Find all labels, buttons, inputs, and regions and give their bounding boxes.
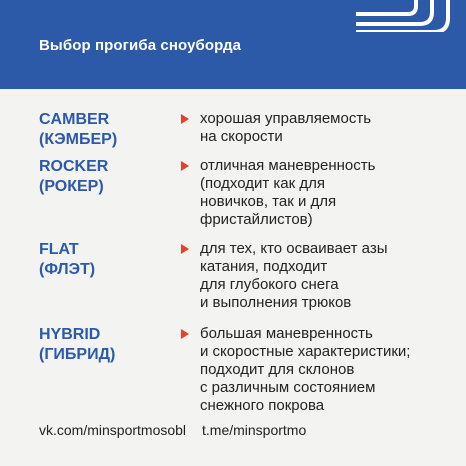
description-hybrid (200, 325, 410, 415)
page-title: Выбор прогиба сноуборда (39, 37, 242, 54)
term-rocker (39, 157, 108, 197)
term-flat (39, 240, 95, 280)
term-translation: (ФЛЭТ) (39, 261, 96, 278)
term-translation: (ГИБРИД) (39, 346, 116, 363)
description-flat (200, 240, 388, 312)
description-rocker (200, 157, 375, 229)
term-translation: (РОКЕР) (39, 178, 104, 195)
description-camber (200, 110, 371, 146)
term-translation: (КЭМБЕР) (39, 131, 118, 148)
triangle-bullet-icon (181, 329, 189, 339)
term-name: FLAT (39, 241, 79, 258)
description-line: катания, подходит (200, 258, 328, 275)
triangle-bullet-icon (181, 244, 189, 254)
description-line: и выполнения трюков (200, 294, 352, 311)
description-line: (подходит как для (200, 175, 325, 192)
description-line: для глубокого снега (200, 276, 339, 293)
description-line: снежного покрова (200, 397, 325, 414)
description-line: фристайлистов) (200, 211, 313, 228)
description-line: и скоростные характеристики; (200, 343, 411, 360)
description-line: подходит для склонов (200, 361, 355, 378)
description-line: большая маневренность (200, 325, 373, 342)
term-name: CAMBER (39, 111, 110, 128)
term-name: HYBRID (39, 326, 101, 343)
decorative-stripes-icon (356, 0, 466, 32)
description-line: отличная маневренность (200, 157, 376, 174)
description-line: с различным состоянием (200, 379, 376, 396)
footer-telegram-link[interactable]: t.me/minsportmo (202, 422, 307, 438)
header-banner (0, 0, 466, 89)
description-line: хорошая управляемость (200, 110, 372, 127)
triangle-bullet-icon (181, 161, 189, 171)
description-line: новичков, так и для (200, 193, 337, 210)
triangle-bullet-icon (181, 114, 189, 124)
footer-vk-link[interactable]: vk.com/minsportmosobl (39, 422, 187, 438)
description-line: на скорости (200, 128, 283, 145)
term-hybrid (39, 325, 115, 365)
description-line: для тех, кто осваивает азы (200, 240, 388, 257)
term-camber (39, 110, 117, 150)
term-name: ROCKER (39, 158, 109, 175)
